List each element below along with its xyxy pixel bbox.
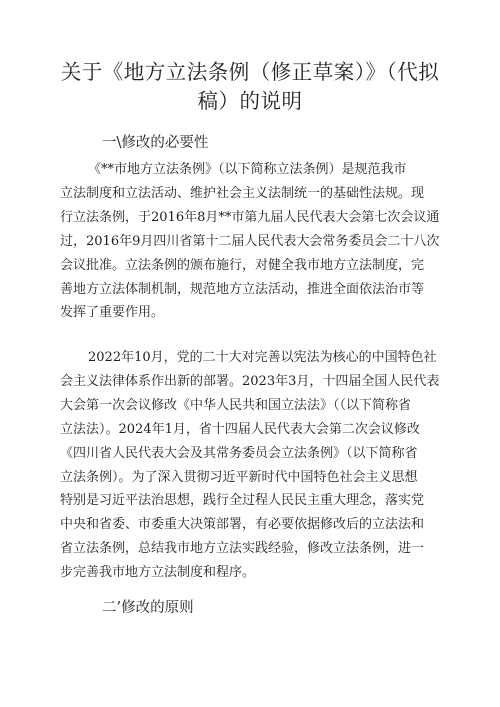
paragraph-line: 会主义法律体系作出新的部署。2023年3月，十四届全国人民代表 — [60, 373, 440, 389]
paragraph-line: 大会第一次会议修改《中华人民共和国立法法》（（以下简称省 — [60, 397, 412, 413]
title-line-1: 关于《地方立法条例（修正草案）》（代拟 — [60, 60, 440, 84]
paragraph-line: 《四川省人民代表大会及其常务委员会立法条例》（以下简称省 — [60, 445, 418, 461]
paragraph-reasons — [60, 346, 440, 585]
title-line-2: 稿）的说明 — [197, 89, 303, 113]
paragraph-line: 步完善我市地方立法制度和程序。 — [60, 565, 256, 581]
section-heading-principles: 二’修改的原则 — [102, 600, 194, 616]
paragraph-line: 立法制度和立法活动、维护社会主义法制统一的基础性法规。现 — [60, 185, 425, 201]
paragraph-line: 中央和省委、市委重大决策部署，有必要依据修改后的立法法和 — [60, 517, 425, 533]
paragraph-line: 2022年10月，党的二十大对完善以宪法为核心的中国特色社 — [88, 350, 437, 365]
paragraph-line: 立法法）。2024年1月，省十四届人民代表大会第二次会议修改 — [60, 421, 420, 437]
paragraph-line: 会议批准。立法条例的颁布施行，对健全我市地方立法制度，完 — [60, 257, 425, 273]
paragraph-background — [60, 158, 440, 325]
paragraph-line: 过，2016年9月四川省第十二届人民代表大会常务委员会二十八次 — [60, 233, 440, 249]
paragraph-line: 行立法条例，于2016年8月**市第九届人民代表大会第七次会议通 — [60, 209, 440, 225]
paragraph-line: 发挥了重要作用。 — [60, 305, 165, 321]
paragraph-line: 省立法条例，总结我市地方立法实践经验，修改立法条例，进一 — [60, 541, 425, 557]
paragraph-line: 特别是习近平法治思想，践行全过程人民民主重大理念，落实党 — [60, 493, 425, 509]
paragraph-line: 立法条例）。为了深入贯彻习近平新时代中国特色社会主义思想 — [60, 469, 418, 485]
section-heading-necessity: 一\修改的必要性 — [102, 135, 209, 151]
document-title — [60, 58, 440, 116]
paragraph-line: 《**市地方立法条例》（以下简称立法条例）是规范我市 — [88, 162, 407, 177]
paragraph-line: 善地方立法体制机制，规范地方立法活动，推进全面依法治市等 — [60, 281, 425, 297]
